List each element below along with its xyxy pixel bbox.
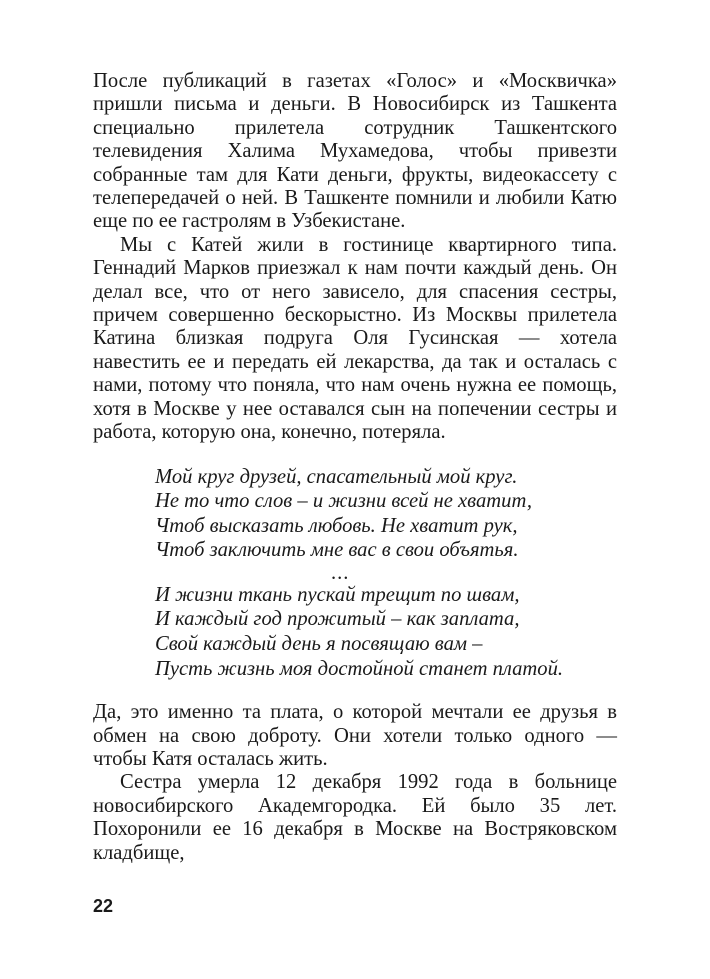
poem-line: Мой круг друзей, спасательный мой круг. bbox=[155, 465, 518, 488]
poem-line: Пусть жизнь моя достойной станет платой. bbox=[155, 657, 564, 680]
page-body bbox=[93, 70, 617, 865]
poem-line: Не то что слов – и жизни всей не хватит, bbox=[155, 490, 532, 513]
paragraph-1: После публикаций в газетах «Голос» и «Москвичка» пришли письма и деньги. В Новосибирск из Ташкента специально прилетела сотрудник Ташкентского телевидения Халима Мухамедова, чтобы привезти собранные там для Кати деньги, фрукты, видеокассету с телепередачей о ней. В Ташкенте помнили и любили Катю еще по ее гастролям в Узбекистане. bbox=[93, 70, 617, 233]
poem-line: Чтоб заключить мне вас в свои объятья. bbox=[155, 539, 519, 562]
poem-line: Чтоб высказать любовь. Не хватит рук, bbox=[155, 514, 518, 537]
poem-line: Свой каждый день я посвящаю вам – bbox=[155, 633, 483, 656]
page-number: 22 bbox=[93, 896, 114, 916]
poem-line: И жизни ткань пускай трещит по швам, bbox=[155, 583, 520, 606]
paragraph-2: Мы с Катей жили в гостинице квартирного типа. Геннадий Марков приезжал к нам почти каждый день. Он делал все, что от него зависело, для спасения сестры, причем совершенно бескорыстно. Из Москвы прилетела Катина близкая подруга Оля Гусинская — хотела навестить ее и передать ей лекарства, да так и осталась с нами, потому что поняла, что нам очень нужна ее помощь, хотя в Москве у нее оставался сын на попечении сестры и работа, которую она, конечно, потеряла. bbox=[93, 233, 617, 444]
paragraph-4: Сестра умерла 12 декабря 1992 года в больнице новосибирского Академгородка. Ей было 35 лет. Похоронили ее 16 декабря в Москве на Востряковском кладбище, bbox=[93, 771, 617, 864]
poem bbox=[155, 465, 617, 682]
poem-line: И каждый год прожитый – как заплата, bbox=[155, 608, 520, 631]
paragraph-3: Да, это именно та плата, о которой мечтали ее друзья в обмен на свою доброту. Они хотели только одного — чтобы Катя осталась жить. bbox=[93, 701, 617, 771]
poem-separator: ... bbox=[331, 561, 350, 584]
